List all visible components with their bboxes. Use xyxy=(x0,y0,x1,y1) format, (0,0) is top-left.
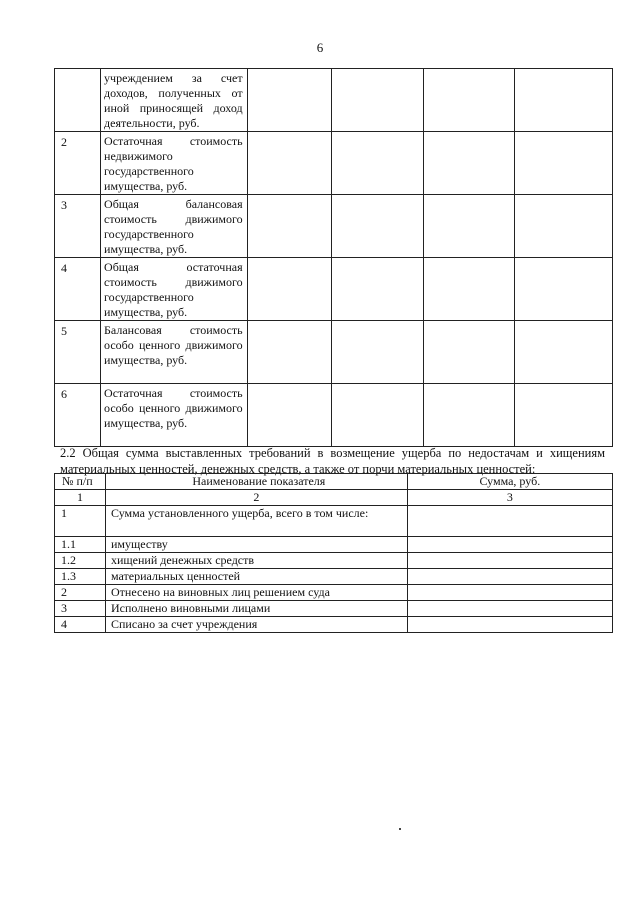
row-number: 4 xyxy=(55,617,106,633)
value-cell xyxy=(332,258,424,321)
row-number: 3 xyxy=(55,195,101,258)
index-cell: 3 xyxy=(407,490,612,506)
table-row xyxy=(55,195,613,258)
table-row xyxy=(55,258,613,321)
amount-cell xyxy=(407,537,612,553)
header-indicator-name: Наименование показателя xyxy=(106,474,408,490)
index-cell: 1 xyxy=(55,490,106,506)
value-cell xyxy=(514,258,612,321)
amount-cell xyxy=(407,553,612,569)
table-row xyxy=(55,506,613,537)
row-description: учреждением за счет доходов, полученных от иной приносящей доход деятельности, руб. xyxy=(101,69,248,132)
page-number: 6 xyxy=(316,40,324,55)
table-row xyxy=(55,537,613,553)
value-cell xyxy=(332,69,424,132)
amount-cell xyxy=(407,569,612,585)
row-description: Остаточная стоимость недвижимого государственного имущества, руб. xyxy=(101,132,248,195)
column-index-row xyxy=(55,490,613,506)
table-row xyxy=(55,569,613,585)
table-row xyxy=(55,69,613,132)
section-heading: 2.2 Общая сумма выставленных требований в возмещение ущерба по недостачам и хищениям материальных ценностей, денежных средств, а также от порчи материальных ценностей: xyxy=(60,446,605,476)
amount-cell xyxy=(407,585,612,601)
row-number: 2 xyxy=(55,585,106,601)
row-description: Остаточная стоимость особо ценного движимого имущества, руб. xyxy=(101,384,248,447)
amount-cell xyxy=(407,601,612,617)
row-number: 3 xyxy=(55,601,106,617)
row-number: 2 xyxy=(55,132,101,195)
row-description: Сумма установленного ущерба, всего в том числе: xyxy=(106,506,408,537)
value-cell xyxy=(247,384,332,447)
table-row xyxy=(55,384,613,447)
value-cell xyxy=(332,384,424,447)
value-cell xyxy=(514,69,612,132)
scan-speck xyxy=(399,828,401,830)
value-cell xyxy=(247,321,332,384)
row-number: 1 xyxy=(55,506,106,537)
value-cell xyxy=(424,384,514,447)
row-description: Исполнено виновными лицами xyxy=(106,601,408,617)
row-description: Общая остаточная стоимость движимого государственного имущества, руб. xyxy=(101,258,248,321)
amount-cell xyxy=(407,506,612,537)
row-number: 4 xyxy=(55,258,101,321)
row-description: Общая балансовая стоимость движимого государственного имущества, руб. xyxy=(101,195,248,258)
index-cell: 2 xyxy=(106,490,408,506)
table-row xyxy=(55,601,613,617)
row-description: Балансовая стоимость особо ценного движимого имущества, руб. xyxy=(101,321,248,384)
value-cell xyxy=(247,258,332,321)
value-cell xyxy=(424,132,514,195)
table-row xyxy=(55,617,613,633)
table-row xyxy=(55,585,613,601)
value-cell xyxy=(514,132,612,195)
header-amount: Сумма, руб. xyxy=(407,474,612,490)
header-number: № п/п xyxy=(55,474,106,490)
table-row xyxy=(55,321,613,384)
property-value-table xyxy=(54,68,613,447)
row-description: Отнесено на виновных лиц решением суда xyxy=(106,585,408,601)
value-cell xyxy=(332,195,424,258)
value-cell xyxy=(424,321,514,384)
value-cell xyxy=(424,195,514,258)
row-number: 1.2 xyxy=(55,553,106,569)
damage-claims-table xyxy=(54,473,613,633)
value-cell xyxy=(247,195,332,258)
row-number xyxy=(55,69,101,132)
value-cell xyxy=(514,321,612,384)
row-number: 6 xyxy=(55,384,101,447)
row-description: Списано за счет учреждения xyxy=(106,617,408,633)
value-cell xyxy=(332,132,424,195)
value-cell xyxy=(424,69,514,132)
table-header-row xyxy=(55,474,613,490)
value-cell xyxy=(247,132,332,195)
value-cell xyxy=(514,384,612,447)
row-description: материальных ценностей xyxy=(106,569,408,585)
table-row xyxy=(55,553,613,569)
value-cell xyxy=(424,258,514,321)
row-description: имуществу xyxy=(106,537,408,553)
row-description: хищений денежных средств xyxy=(106,553,408,569)
row-number: 1.1 xyxy=(55,537,106,553)
row-number: 5 xyxy=(55,321,101,384)
table-row xyxy=(55,132,613,195)
amount-cell xyxy=(407,617,612,633)
value-cell xyxy=(514,195,612,258)
row-number: 1.3 xyxy=(55,569,106,585)
value-cell xyxy=(332,321,424,384)
value-cell xyxy=(247,69,332,132)
